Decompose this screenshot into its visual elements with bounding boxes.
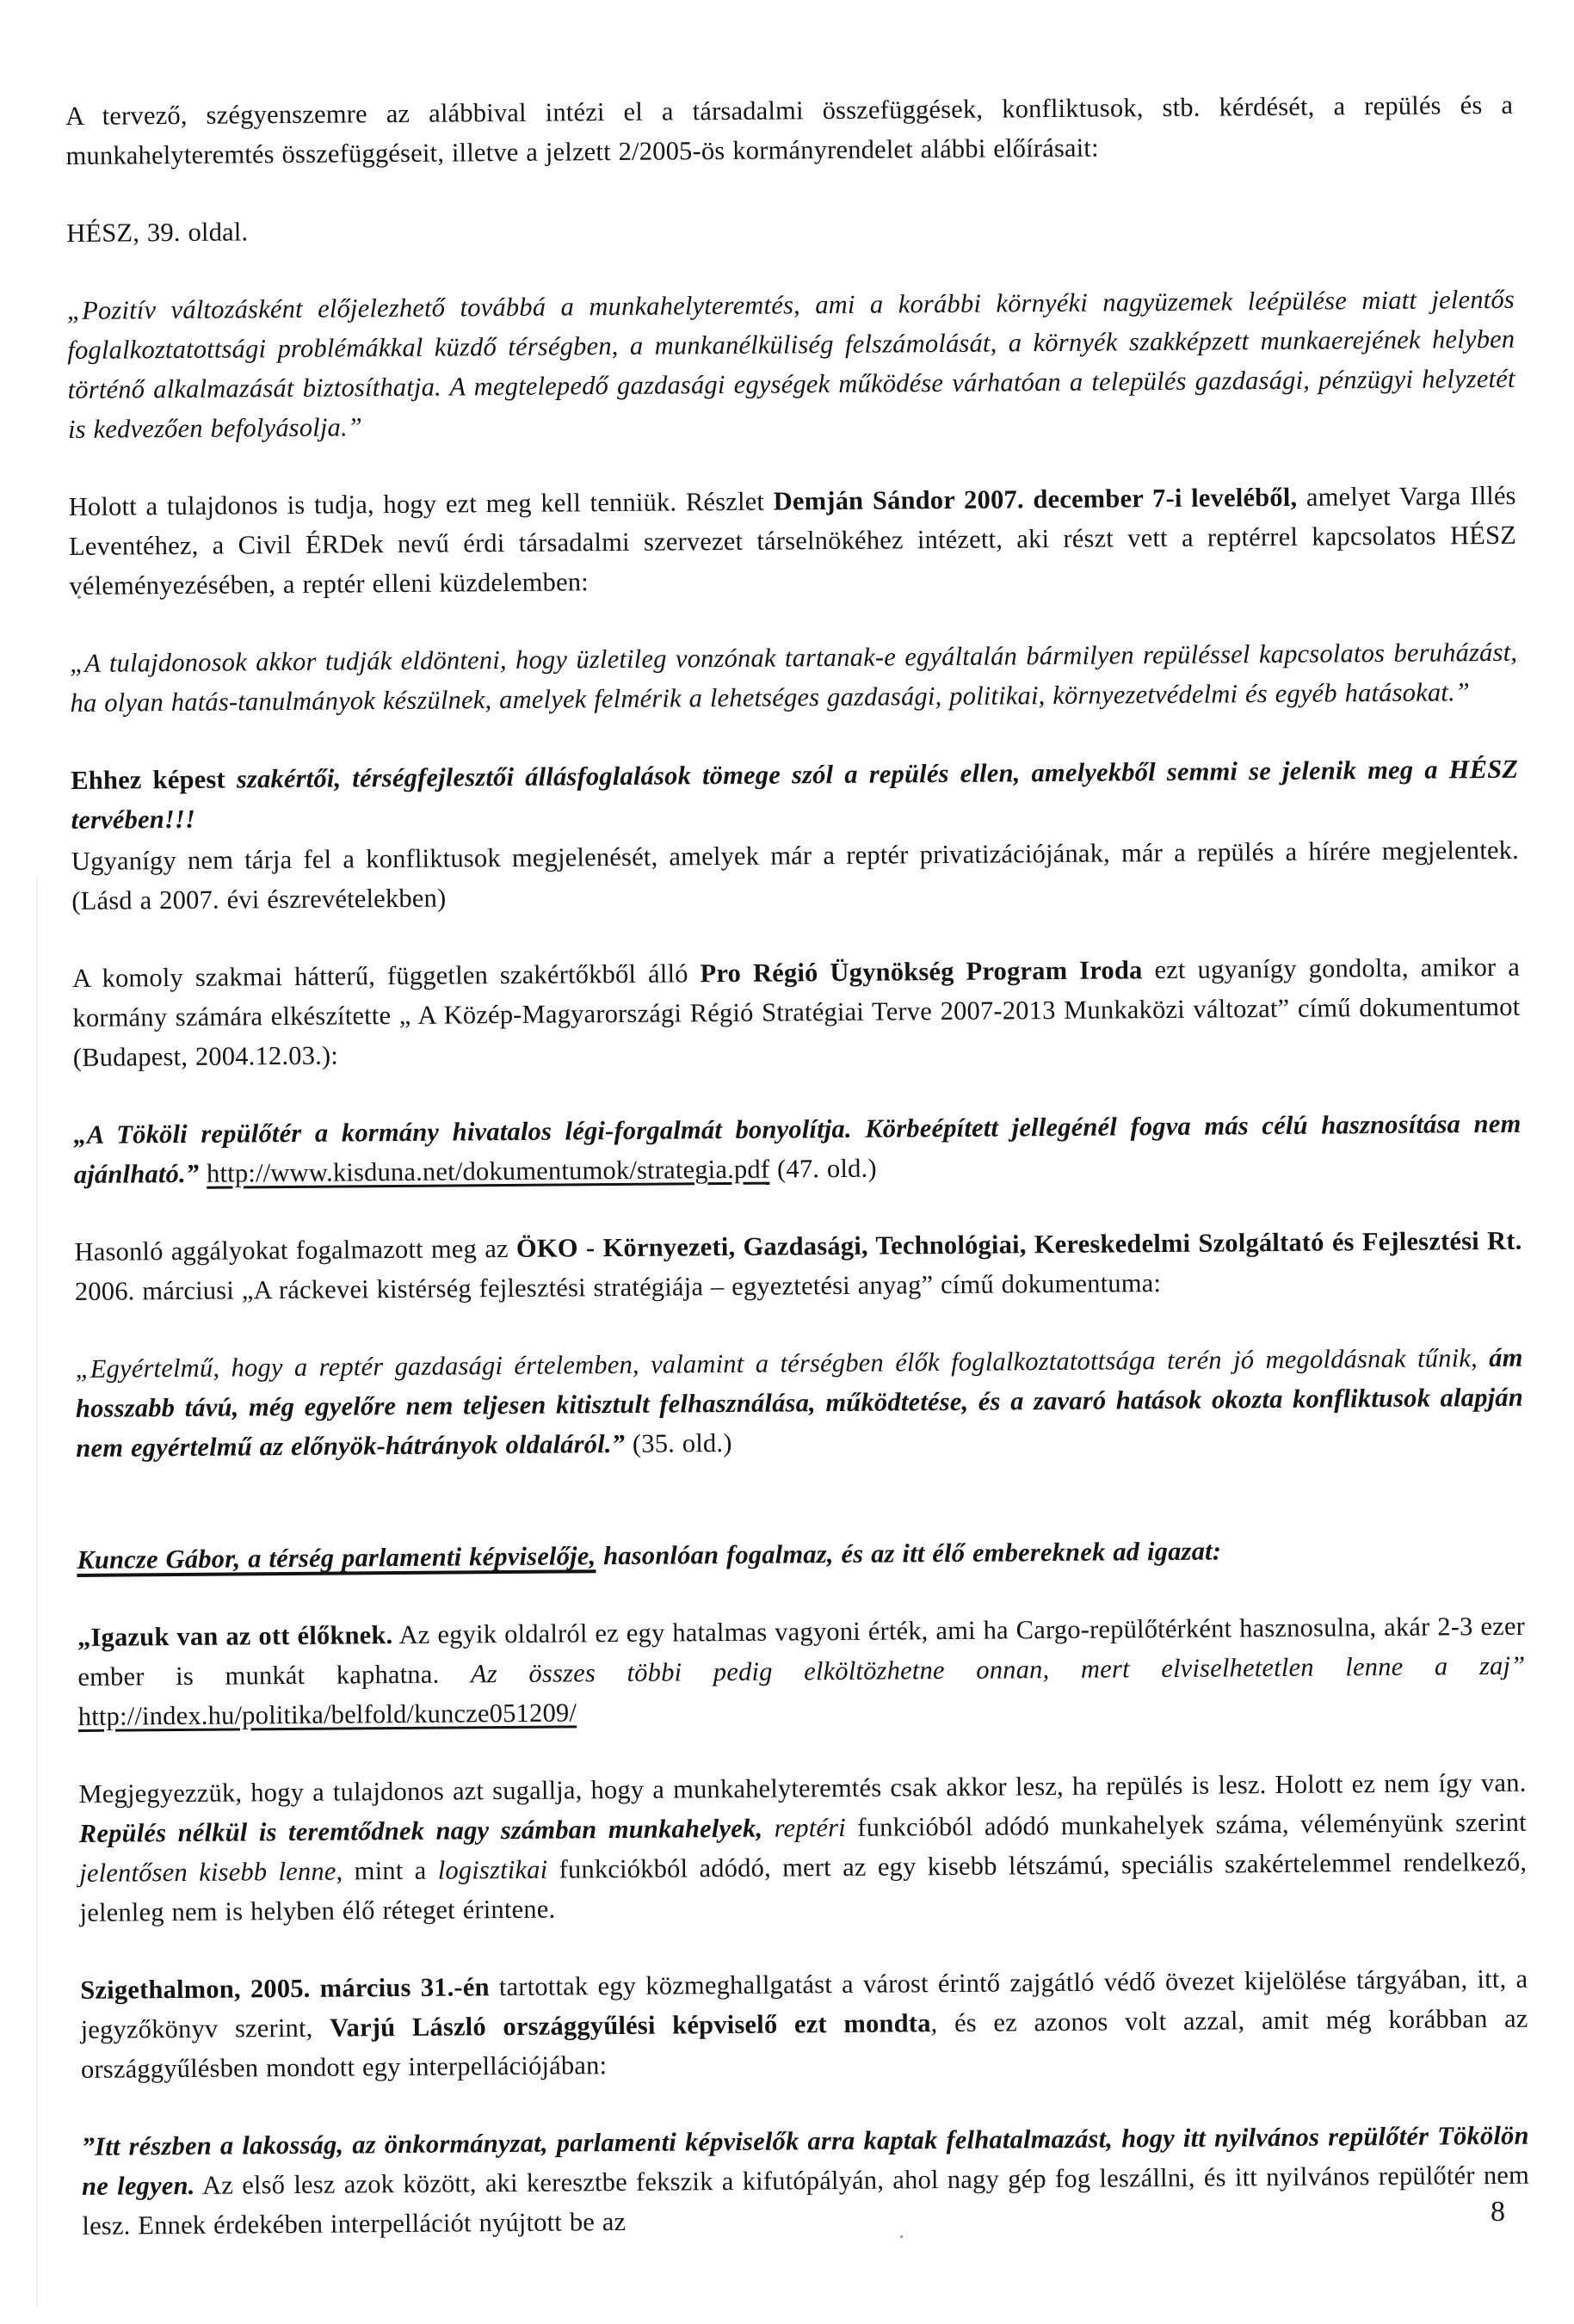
text-run: Az első lesz azok között, aki keresztbe fekszik a kifutópályán, ahol nagy gép fog leszállni, és itt nyilvános repülőtér nem lesz. Ennek érdekében interpellációt nyújtott be az [82, 2160, 1530, 2241]
text-run: Az egyik oldalról ez egy hatalmas vagyoni érték, ami ha Cargo-repülőtérként hasznosulna, akár 2-3 ezer ember is munkát kaphatna. [77, 1611, 1526, 1692]
hesz-page-reference [66, 202, 1514, 253]
text-run: Demján Sándor 2007. december 7-i leveléből, [773, 482, 1298, 516]
text-run: Pro Régió Ügynökség Program Iroda [700, 955, 1143, 989]
text-run: „A tulajdonosok akkor tudják eldönteni, hogy üzletileg vonzónak tartanak-e egyáltalán bármilyen repüléssel kapcsolatos beruházást, ha olyan hatás-tanulmányok készülnek, amelyek felmérik a lehetséges gazdasági, politikai, környezetvédelmi és egyéb hatásokat.” [70, 637, 1518, 718]
url-text: http://www.kisduna.net/dokumentumok/strategia.pdf [206, 1154, 770, 1188]
text-run: (35. old.) [624, 1427, 732, 1458]
text-run: ”Itt részben a lakosság, az önkormányzat, parlamenti képviselők arra kaptak felhatalmazást, hogy itt nyilvános repülőtér Tökölön ne legyen. [81, 2120, 1529, 2201]
text-run: (47. old.) [769, 1153, 877, 1184]
text-run: hasonlóan fogalmaz, és az itt élő embereknek ad igazat: [596, 1536, 1222, 1571]
text-run: logisztikai [437, 1854, 548, 1885]
pro-regio-paragraph [72, 947, 1521, 1077]
text-run: tartottak egy közmeghallgatást a várost érintő zajgátló védő övezet kijelölése tárgyában, itt, a jegyzőkönyv szerint, [80, 1963, 1528, 2044]
text-run: szakértői, térségfejlesztői állásfoglalások tömege szól a repülés ellen, amelyekből semmi se jelenik meg a HÉSZ tervében!!! [71, 754, 1519, 835]
text-run: 2006. márciusi „A ráckevei kistérség fejlesztési stratégiája – egyeztetési anyag” című dokumentuma: [74, 1268, 1162, 1306]
text-run: Kuncze Gábor, a térség parlamenti képviselője, [77, 1541, 596, 1575]
kuncze-gabor-heading [77, 1529, 1524, 1580]
megjegyezzuk-paragraph [78, 1763, 1527, 1933]
text-run: Ugyanígy nem tárja fel a konfliktusok megjelenését, amelyek már a reptér privatizációjának, már a repülés a hírére megjelentek. (Lásd a 2007. évi észrevételekben) [71, 835, 1520, 915]
text-run: Szigethalmon, 2005. március 31.-én [80, 1972, 490, 2005]
text-run: reptéri [762, 1812, 858, 1843]
conflicts-not-revealed [71, 830, 1520, 921]
text-run: A tervező, szégyenszemre az alábbival intézi el a társadalmi összefüggések, konfliktusok, stb. kérdését, a repülés és a munkahelyteremtés összefüggéseit, illetve a jelzett 2/2005-ös kormányrendelet alábbi előírásait: [65, 89, 1514, 170]
text-run: funkcióból adódó munkahelyek száma, véleményünk szerint [857, 1807, 1527, 1842]
szigethalom-paragraph [80, 1959, 1528, 2089]
text-run: Hasonló aggályokat fogalmazott meg az [74, 1233, 517, 1267]
intro-paragraph [65, 85, 1514, 176]
scan-artifact-line [36, 878, 38, 2306]
text-run: ÖKO - Környezeti, Gazdasági, Technológiai, Kereskedelmi Szolgáltató és Fejlesztési Rt. [515, 1225, 1522, 1263]
text-run: funkciókból adódó, mert az egy kisebb létszámú, speciális szakértelemmel rendelkező, jelenleg nem is helyben élő réteget érintene. [79, 1846, 1528, 1927]
text-run: Ehhez képest [71, 764, 237, 795]
text-run: Repülés nélkül is teremtődnek nagy számban munkahelyek, [78, 1813, 763, 1848]
quote-tokol-airport [73, 1104, 1522, 1194]
quote-igazuk-van [77, 1606, 1526, 1736]
text-run: Holott a tulajdonos is tudja, hogy ezt meg kell tenniük. Részlet [68, 486, 774, 521]
text-run: ezt ugyanígy gondolta, amikor a kormány számára elkészítette „ A Közép-Magyarországi Régió Stratégiai Terve 2007-2013 Munkaközi változat” című dokumentumot (Budapest, 2004.12.03.): [72, 952, 1521, 1072]
quote-hesz-39 [67, 280, 1515, 449]
text-run: , és ez azonos volt azzal, amit még korábban az országgyűlésben mondott egy interpellációjában: [80, 2003, 1528, 2084]
text-run: HÉSZ, 39. oldal. [66, 217, 249, 248]
text-run: Megjegyezzük, hogy a tulajdonos azt sugallja, hogy a munkahelyteremtés csak akkor lesz, ha repülés is lesz. Holott ez nem így van. [78, 1767, 1527, 1809]
quote-owners [70, 632, 1518, 723]
text-run: A komoly szakmai hátterű, független szakértőkből álló [71, 959, 701, 993]
demjan-letter-intro [69, 476, 1517, 606]
text-run: Az összes többi pedig elköltözhetne onnan, mert elviselhetetlen lenne a zaj” [470, 1650, 1526, 1689]
text-run: , mint a [336, 1855, 438, 1886]
oko-rt-paragraph [74, 1221, 1522, 1311]
expert-positions-statement [71, 749, 1519, 840]
text-run: Varjú László országgyűlési képviselő ezt mondta [330, 2008, 931, 2043]
text-run: jelentősen kisebb lenne [79, 1856, 336, 1888]
text-run: ám hosszabb távú, még egyelőre nem teljesen kitisztult felhasználása, működtetése, és a zavaró hatások okozta konfliktusok alapján nem egyértelmű az előnyök-hátrányok oldaláról.” [75, 1342, 1524, 1463]
url-text: http://index.hu/politika/belfold/kuncze051209/ [77, 1698, 577, 1731]
text-run: „Egyértelmű, hogy a reptér gazdasági értelemben, valamint a térségben élők foglalkoztatottsága terén jó megoldásnak tűnik, [75, 1343, 1490, 1384]
quote-itt-reszben [82, 2116, 1530, 2246]
text-run: amelyet Varga Illés Leventéhez, a Civil ÉRDek nevű érdi társadalmi szervezet társelnökéhez intézett, aki részt vett a reptérrel kapcsolatos HÉSZ véleményezésében, a reptér elleni küzdelemben: [68, 480, 1517, 601]
text-run: „Pozitív változásként előjelezhető továbbá a munkahelyteremtés, ami a korábbi környéki nagyüzemek leépülése miatt jelentős foglalkoztatottsági problémákkal küzdő térségben, a munkanélküliség felszámolását, a környék szakképzett munkaerejének helyben történő alkalmazását biztosíthatja. A megtelepedő gazdasági egységek működése várhatóan a település gazdasági, pénzügyi helyzetét is kedvezően befolyásolja.” [66, 284, 1515, 444]
document-body [65, 85, 1530, 2246]
page-number: 8 [1491, 2196, 1505, 2228]
quote-egyertelmu [75, 1338, 1523, 1468]
text-run: „A Tököli repülőtér a kormány hivatalos légi-forgalmát bonyolítja. Körbeépített jellegénél fogva más célú hasznosítása nem ajánlható.” [73, 1108, 1522, 1189]
text-run: „Igazuk van az ott élőknek. [77, 1620, 393, 1652]
